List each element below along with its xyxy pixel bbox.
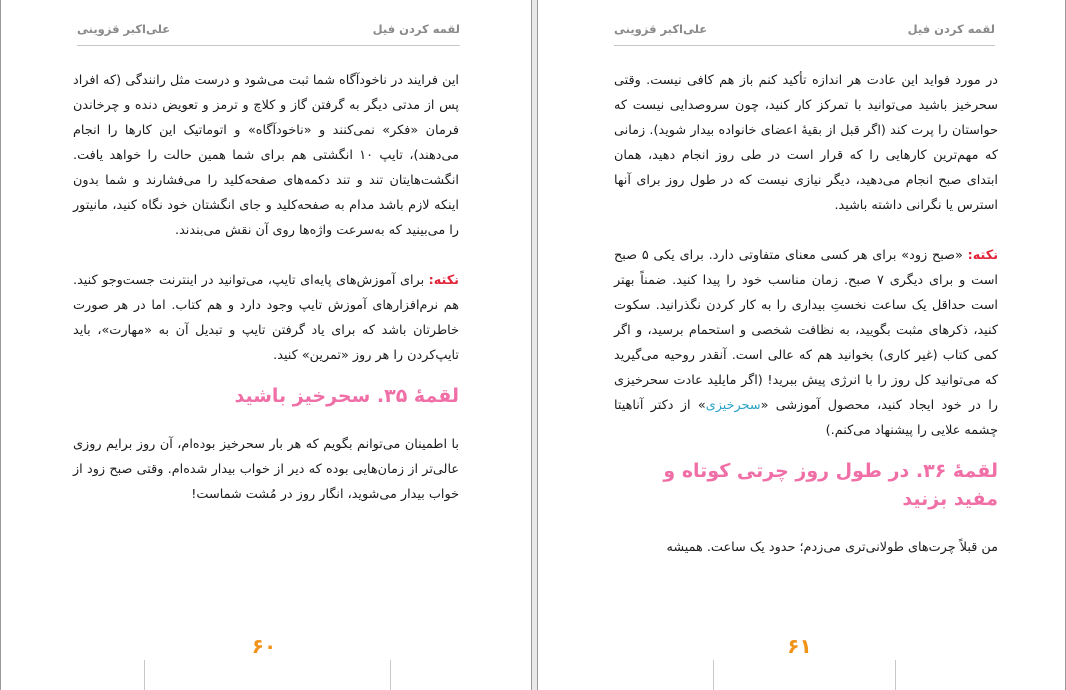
footer-divider bbox=[390, 660, 391, 690]
note-label: نکته: bbox=[967, 248, 999, 263]
book-title: لقمه کردن فیل bbox=[907, 22, 995, 36]
body-paragraph: با اطمینان می‌توانم بگویم که هر بار سحرخیز بوده‌ام، آن روز برایم روزی عالی‌تر از زمان‌هایی بوده که دیر از خواب بیدار شده‌ام. وقتی صبح زود از خواب بیدار می‌شوید، انگار روز در مُشت شماست! bbox=[73, 437, 459, 502]
page-header bbox=[614, 22, 995, 40]
footer-divider bbox=[144, 660, 145, 690]
page-number: ۶۱ bbox=[787, 634, 812, 658]
footer-divider bbox=[713, 660, 714, 690]
note-text: » از دکتر آناهیتا چشمه علایی را پیشنهاد می‌کنم.) bbox=[614, 398, 998, 438]
note-text: برای آموزش‌های پایه‌ای تایپ، می‌توانید در اینترنت جست‌وجو کنید. هم نرم‌افزارهای آموزش تایپ وجود دارد و هم کتاب. اما در هر صورت خاطرتان باشد که برای یاد گرفتن تایپ و تبدیل آن به «مهارت»، باید تایپ‌کردن را هر روز «تمرین» کنید. bbox=[73, 273, 459, 363]
page-content bbox=[614, 68, 998, 560]
note-paragraph bbox=[614, 243, 998, 443]
note-label: نکته: bbox=[428, 273, 459, 288]
note-paragraph bbox=[73, 268, 459, 368]
header-divider bbox=[77, 45, 460, 46]
book-page-60 bbox=[0, 0, 532, 690]
author-name: علی‌اکبر قزوینی bbox=[77, 22, 171, 36]
footer-divider bbox=[895, 660, 896, 690]
author-name: علی‌اکبر قزوینی bbox=[614, 22, 708, 36]
body-paragraph: در مورد فواید این عادت هر اندازه تأکید کنم باز هم کافی نیست. وقتی سحرخیز باشید می‌توانید با تمرکز کار کنید، چون سروصدایی نیست که حواستان را پرت کند (اگر قبل از بقیهٔ اعضای خانواده بیدار شوید). زمانی که مهم‌ترین کارهایی را که قرار است در طی روز انجام دهید، همان ابتدای صبح انجام می‌دهید، دیگر نیازی نیست که در طول روز برای آنها استرس یا نگرانی داشته باشید. bbox=[614, 73, 998, 213]
page-number: ۶۰ bbox=[251, 634, 277, 658]
page-header bbox=[77, 22, 460, 40]
book-page-61 bbox=[537, 0, 1066, 690]
book-title: لقمه کردن فیل bbox=[372, 22, 460, 36]
section-heading: لقمهٔ ۳۵. سحرخیز باشید bbox=[234, 385, 459, 407]
body-paragraph: من قبلاً چرت‌های طولانی‌تری می‌زدم؛ حدود یک ساعت. همیشه bbox=[666, 540, 998, 555]
section-heading: لقمهٔ ۳۶. در طول روز چرتی کوتاه و مفید بزنید bbox=[663, 460, 998, 510]
header-divider bbox=[614, 45, 995, 46]
note-text: «صبح زود» برای هر کسی معنای متفاوتی دارد. برای یکی ۵ صبح است و برای دیگری ۷ صبح. زمان مناسب خود را پیدا کنید. ضمناً بهتر است حداقل یک ساعت نخستِ بیداری را به کار کردن نگذرانید. سکوت کنید، ذکرهای مثبت بگویید، به نظافت شخصی و استحمام برسید، و اگر کمی کتاب (غیر کاری) بخوانید هم که عالی است. آنقدر روحیه می‌گیرید که می‌توانید کل روز را با انرژی پیش ببرید! (اگر مایلید عادت سحرخیزی را در خود ایجاد کنید، محصول آموزشی « bbox=[614, 248, 998, 413]
body-paragraph: این فرایند در ناخودآگاه شما ثبت می‌شود و درست مثل رانندگی (که افراد پس از مدتی دیگر به گرفتن گاز و کلاچ و ترمز و تعویض دنده و چرخاندن فرمان «فکر» نمی‌کنند و «ناخودآگاه» و اتوماتیک این کارها را انجام می‌دهند)، تایپ ۱۰ انگشتی هم برای شما همین حالت را خواهد یافت. انگشت‌هایتان تند و تند دکمه‌های صفحه‌کلید را می‌فشارند و شما بدون اینکه لازم باشد مدام به صفحه‌کلید و جای انگشتان خود نگاه کنید، مانیتور را می‌بینید که به‌سرعت واژه‌ها روی آن نقش می‌بندند. bbox=[73, 73, 459, 238]
product-link[interactable]: سحرخیزی bbox=[705, 398, 761, 413]
page-content bbox=[73, 68, 459, 507]
